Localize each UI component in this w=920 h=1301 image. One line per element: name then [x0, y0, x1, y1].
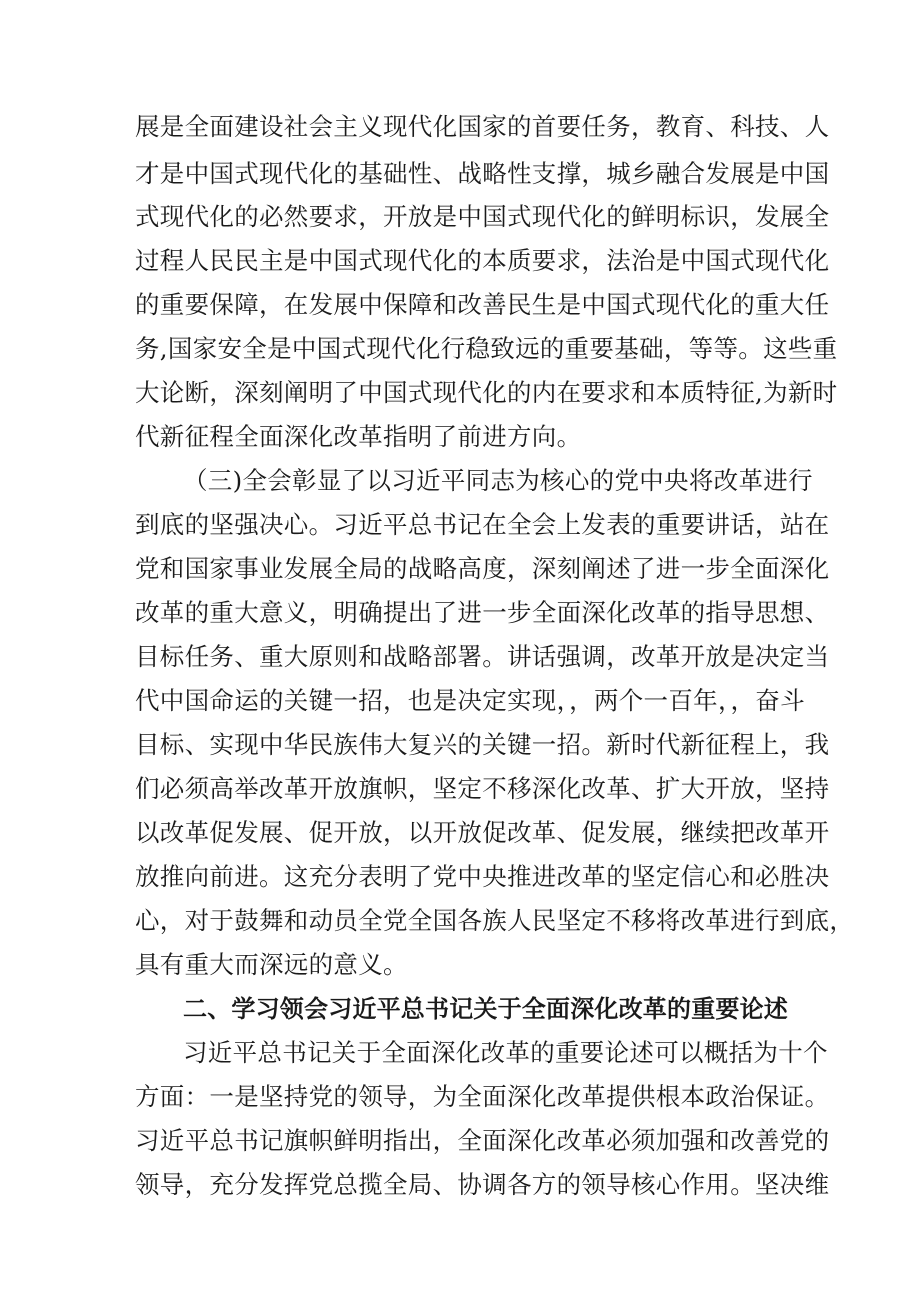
- body-text-line: 具有重大而深远的意义。: [135, 950, 408, 979]
- body-text-line: 以改革促发展、促开放，以开放促改革、促发展，继续把改革开: [135, 818, 830, 847]
- paragraph-start-line: （三)全会彰显了以习近平同志为核心的党中央将改革进行: [183, 466, 813, 495]
- body-text-line: 过程人民民主是中国式现代化的本质要求，法治是中国式现代化: [135, 246, 830, 275]
- body-text-line: 才是中国式现代化的基础性、战略性支撑，城乡融合发展是中国: [135, 159, 830, 188]
- paragraph-start-line: 习近平总书记关于全面深化改革的重要论述可以概括为十个: [183, 1038, 828, 1067]
- body-text-line: 务,国家安全是中国式现代化行稳致远的重要基础，等等。这些重: [135, 334, 838, 363]
- body-text-line: 改革的重大意义，明确提出了进一步全面深化改革的指导思想、: [135, 598, 830, 627]
- body-text-line: 式现代化的必然要求，开放是中国式现代化的鲜明标识，发展全: [135, 202, 830, 231]
- body-text-line: 习近平总书记旗帜鲜明指出，全面深化改革必须加强和改善党的: [135, 1126, 830, 1155]
- body-text-line: 到底的坚强决心。习近平总书记在全会上发表的重要讲话，站在: [135, 510, 830, 539]
- body-text-line: 们必须高举改革开放旗帜，坚定不移深化改革、扩大开放，坚持: [135, 774, 830, 803]
- body-text-line: 方面：一是坚持党的领导，为全面深化改革提供根本政治保证。: [135, 1082, 830, 1111]
- body-text-line: 大论断，深刻阐明了中国式现代化的内在要求和本质特征,为新时: [135, 378, 838, 407]
- body-text-line: 的重要保障，在发展中保障和改善民生是中国式现代化的重大任: [135, 290, 830, 319]
- body-text-line: 展是全面建设社会主义现代化国家的首要任务，教育、科技、人: [135, 112, 830, 141]
- body-text-line: 代中国命运的关键一招，也是决定实现，，两个一百年，，奋斗: [135, 686, 805, 715]
- body-text-line: 心，对于鼓舞和动员全党全国各族人民坚定不移将改革进行到底，: [135, 906, 855, 935]
- body-text-line: 放推向前进。这充分表明了党中央推进改革的坚定信心和必胜决: [135, 862, 830, 891]
- body-text-line: 党和国家事业发展全局的战略高度，深刻阐述了进一步全面深化: [135, 554, 830, 583]
- section-heading: 二、学习领会习近平总书记关于全面深化改革的重要论述: [183, 995, 788, 1023]
- body-text-line: 领导，充分发挥党总揽全局、协调各方的领导核心作用。坚决维: [135, 1170, 830, 1199]
- body-text-line: 目标、实现中华民族伟大复兴的关键一招。新时代新征程上，我: [135, 730, 830, 759]
- body-text-line: 代新征程全面深化改革指明了前进方向。: [135, 422, 582, 451]
- body-text-line: 目标任务、重大原则和战略部署。讲话强调，改革开放是决定当: [135, 642, 830, 671]
